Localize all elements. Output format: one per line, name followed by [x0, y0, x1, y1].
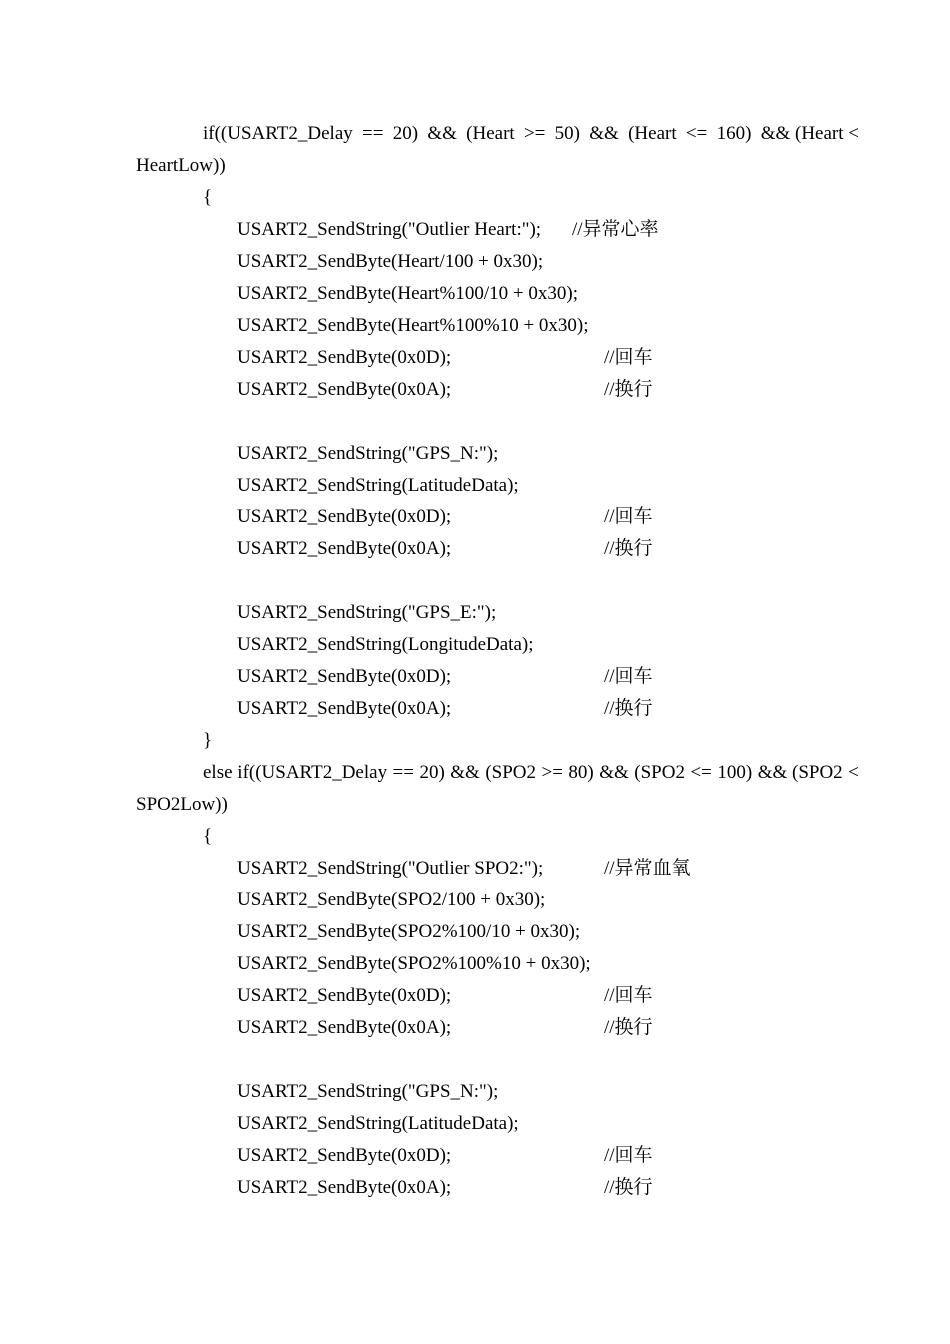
code-line-if-heart: [203, 122, 859, 146]
code-comment: //换行: [604, 379, 653, 400]
code-line: USART2_SendByte(Heart%100%10 + 0x30);: [237, 315, 589, 336]
code-line: {: [203, 826, 213, 847]
code-line: USART2_SendString(LongitudeData);: [237, 634, 534, 655]
code-line: USART2_SendString(LatitudeData);: [237, 1113, 519, 1134]
token: && (SPO2: [757, 762, 843, 783]
code-line: USART2_SendString("GPS_N:");: [237, 1081, 499, 1102]
code-line: USART2_SendByte(SPO2%100%10 + 0x30);: [237, 953, 591, 974]
token: <=: [685, 123, 708, 144]
code-line: USART2_SendString("Outlier Heart:");: [237, 219, 542, 240]
code-line: USART2_SendByte(0x0D);: [237, 506, 452, 527]
token: && (Heart <: [760, 123, 859, 144]
token: &&: [589, 123, 619, 144]
code-line: USART2_SendString("GPS_N:");: [237, 443, 499, 464]
code-comment: //异常心率: [572, 219, 659, 240]
token: 160): [716, 123, 752, 144]
code-line: USART2_SendString("GPS_E:");: [237, 602, 497, 623]
code-line: }: [203, 730, 213, 751]
code-line: USART2_SendByte(SPO2%100/10 + 0x30);: [237, 921, 581, 942]
code-line: USART2_SendByte(Heart%100/10 + 0x30);: [237, 283, 578, 304]
token: &&: [450, 762, 480, 783]
code-line: USART2_SendByte(0x0D);: [237, 1145, 452, 1166]
code-line: USART2_SendByte(0x0D);: [237, 666, 452, 687]
token: 80): [568, 762, 594, 783]
token: (Heart: [466, 123, 515, 144]
token: 20): [392, 123, 419, 144]
token: <: [848, 762, 859, 783]
code-comment: //回车: [604, 347, 653, 368]
code-comment: //换行: [604, 698, 653, 719]
code-line: USART2_SendByte(0x0D);: [237, 985, 452, 1006]
code-line: USART2_SendByte(0x0A);: [237, 1177, 452, 1198]
code-line: USART2_SendByte(0x0D);: [237, 347, 452, 368]
code-comment: //换行: [604, 538, 653, 559]
token: if((USART2_Delay: [203, 123, 353, 144]
code-line: SPO2Low)): [136, 794, 228, 815]
token: (SPO2: [634, 762, 685, 783]
code-comment: //回车: [604, 985, 653, 1006]
code-comment: //回车: [604, 506, 653, 527]
token: (SPO2: [485, 762, 537, 783]
code-line: USART2_SendString(LatitudeData);: [237, 475, 519, 496]
code-line: USART2_SendString("Outlier SPO2:");: [237, 858, 544, 879]
code-line: {: [203, 187, 213, 208]
token: <=: [690, 762, 712, 783]
code-comment: //换行: [604, 1177, 653, 1198]
code-line: USART2_SendByte(SPO2/100 + 0x30);: [237, 889, 546, 910]
code-line: USART2_SendByte(Heart/100 + 0x30);: [237, 251, 544, 272]
code-line: USART2_SendByte(0x0A);: [237, 1017, 452, 1038]
code-line: USART2_SendByte(0x0A);: [237, 538, 452, 559]
token: ==: [392, 762, 414, 783]
code-line: USART2_SendByte(0x0A);: [237, 379, 452, 400]
token: 100): [717, 762, 753, 783]
code-comment: //回车: [604, 666, 653, 687]
code-line-elseif-spo2: [203, 761, 859, 785]
token: &&: [427, 123, 457, 144]
token: else if((USART2_Delay: [203, 762, 388, 783]
token: &&: [599, 762, 629, 783]
token: ==: [362, 123, 384, 144]
token: >=: [541, 762, 563, 783]
code-comment: //回车: [604, 1145, 653, 1166]
code-line: HeartLow)): [136, 155, 226, 176]
code-line: USART2_SendByte(0x0A);: [237, 698, 452, 719]
code-comment: //异常血氧: [604, 858, 691, 879]
token: 50): [554, 123, 580, 144]
token: >=: [523, 123, 546, 144]
token: (Heart: [628, 123, 677, 144]
token: 20): [419, 762, 445, 783]
code-comment: //换行: [604, 1017, 653, 1038]
